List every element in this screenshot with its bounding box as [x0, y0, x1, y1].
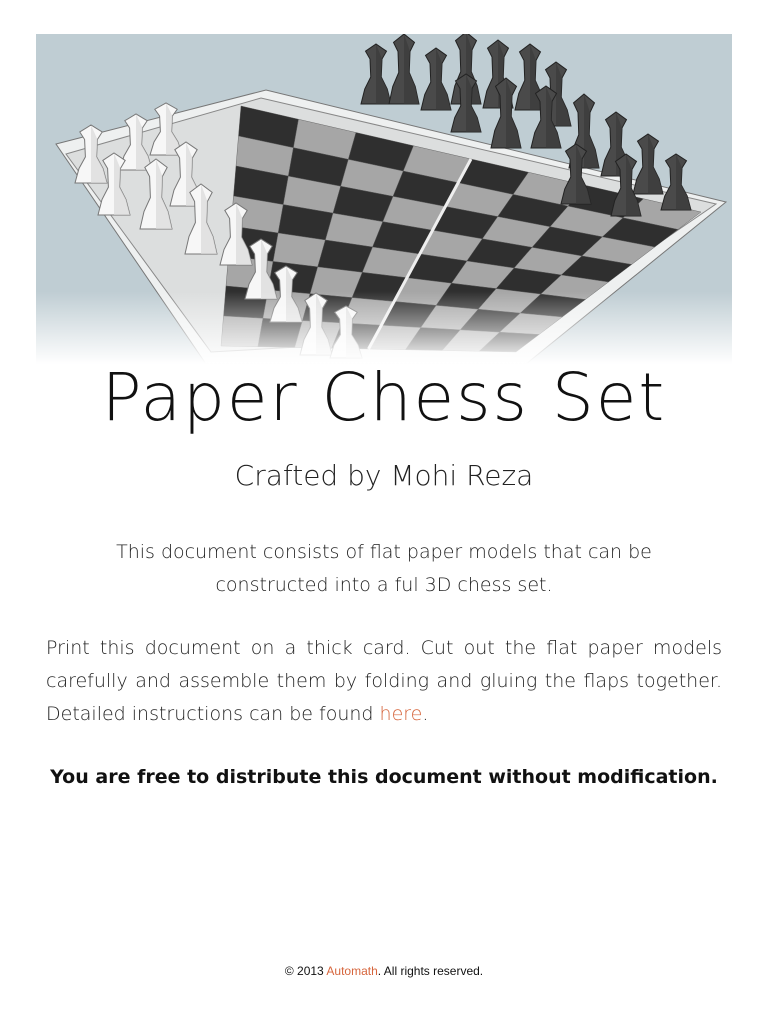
chess-board-illustration: [36, 34, 732, 364]
intro-paragraph: This document consists of flat paper models that can be constructed into a ful 3D chess set.: [116, 541, 652, 596]
bottom-fade: [36, 34, 732, 364]
footer-prefix: © 2013: [284, 964, 327, 978]
author-credit: Crafted by Mohi Reza: [234, 459, 534, 492]
copyright-footer: [0, 964, 768, 978]
instructions-text: Print this document on a thick card. Cut out the flat paper models carefully and assemble them by folding and gluing the flaps together. Detailed instructions can be found: [46, 637, 722, 725]
page-title: Paper Chess Set: [101, 359, 667, 436]
distribution-notice: You are free to distribute this document without modification.: [50, 766, 718, 788]
footer-suffix: . All rights reserved.: [377, 964, 484, 978]
instructions-end: .: [422, 703, 429, 725]
hero-image: [36, 34, 732, 364]
brand-link[interactable]: Automath: [326, 964, 378, 978]
instructions-paragraph: [46, 632, 722, 731]
instructions-link[interactable]: here: [379, 703, 423, 725]
